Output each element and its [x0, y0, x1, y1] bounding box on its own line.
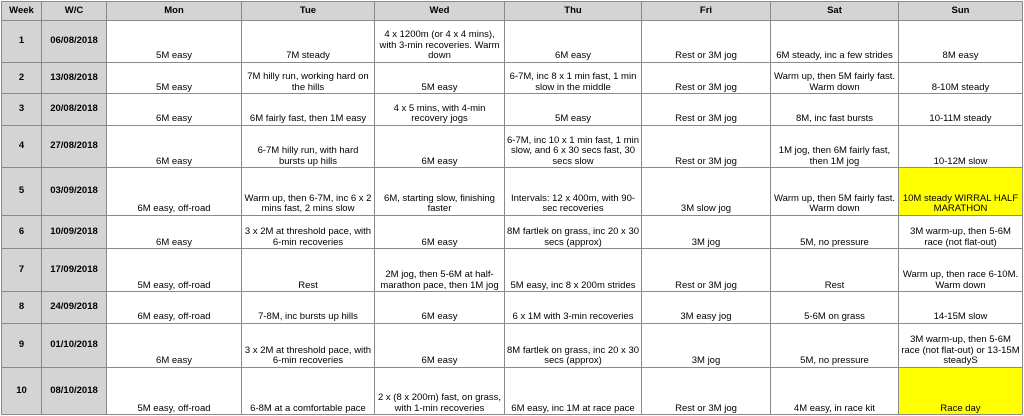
- tue-session-cell: Rest: [242, 249, 375, 292]
- week-commencing-cell: 01/10/2018: [42, 323, 107, 367]
- thu-session-cell: 6M easy, inc 1M at race pace: [505, 367, 642, 414]
- tue-session-cell: 6M fairly fast, then 1M easy: [242, 94, 375, 126]
- sat-session-cell: 1M jog, then 6M fairly fast, then 1M jog: [771, 125, 899, 168]
- week-commencing-cell: 13/08/2018: [42, 62, 107, 94]
- mon-session-cell: 6M easy, off-road: [107, 292, 242, 324]
- thu-session-cell: 6-7M, inc 8 x 1 min fast, 1 min slow in the middle: [505, 62, 642, 94]
- wed-session-cell: 6M easy: [375, 323, 505, 367]
- training-plan-table: [1, 1, 1023, 415]
- tue-session-cell: 3 x 2M at threshold pace, with 6-min recoveries: [242, 215, 375, 249]
- mon-session-cell: 6M easy: [107, 215, 242, 249]
- wed-session-cell: 4 x 5 mins, with 4-min recovery jogs: [375, 94, 505, 126]
- week-number-cell: 5: [2, 168, 42, 215]
- thu-session-cell: 6M easy: [505, 21, 642, 63]
- thu-session-cell: 6 x 1M with 3-min recoveries: [505, 292, 642, 324]
- week-commencing-cell: 10/09/2018: [42, 215, 107, 249]
- sat-session-cell: 6M steady, inc a few strides: [771, 21, 899, 63]
- header-mon: Mon: [107, 2, 242, 21]
- sun-session-cell: Race day: [899, 367, 1023, 414]
- week-row: [2, 367, 1023, 414]
- mon-session-cell: 6M easy: [107, 323, 242, 367]
- tue-session-cell: 6-8M at a comfortable pace: [242, 367, 375, 414]
- fri-session-cell: 3M jog: [642, 323, 771, 367]
- sun-session-cell: 3M warm-up, then 5-6M race (not flat-out) or 13-15M steadyS: [899, 323, 1023, 367]
- week-row: [2, 215, 1023, 249]
- thu-session-cell: 6-7M, inc 10 x 1 min fast, 1 min slow, and 6 x 30 secs fast, 30 secs slow: [505, 125, 642, 168]
- fri-session-cell: 3M easy jog: [642, 292, 771, 324]
- week-row: [2, 168, 1023, 215]
- wed-session-cell: 6M easy: [375, 125, 505, 168]
- mon-session-cell: 6M easy, off-road: [107, 168, 242, 215]
- header-tue: Tue: [242, 2, 375, 21]
- header-fri: Fri: [642, 2, 771, 21]
- wed-session-cell: 4 x 1200m (or 4 x 4 mins), with 3-min recoveries. Warm down: [375, 21, 505, 63]
- fri-session-cell: 3M jog: [642, 215, 771, 249]
- sun-session-cell: 8M easy: [899, 21, 1023, 63]
- mon-session-cell: 5M easy, off-road: [107, 249, 242, 292]
- fri-session-cell: Rest or 3M jog: [642, 94, 771, 126]
- week-row: [2, 94, 1023, 126]
- thu-session-cell: Intervals: 12 x 400m, with 90-sec recoveries: [505, 168, 642, 215]
- mon-session-cell: 5M easy: [107, 62, 242, 94]
- header-row: [2, 2, 1023, 21]
- sat-session-cell: 5M, no pressure: [771, 215, 899, 249]
- week-commencing-cell: 27/08/2018: [42, 125, 107, 168]
- week-number-cell: 1: [2, 21, 42, 63]
- week-row: [2, 292, 1023, 324]
- header-sat: Sat: [771, 2, 899, 21]
- week-number-cell: 2: [2, 62, 42, 94]
- sat-session-cell: Warm up, then 5M fairly fast. Warm down: [771, 168, 899, 215]
- mon-session-cell: 6M easy: [107, 125, 242, 168]
- week-number-cell: 7: [2, 249, 42, 292]
- fri-session-cell: 3M slow jog: [642, 168, 771, 215]
- sun-session-cell: 10-12M slow: [899, 125, 1023, 168]
- fri-session-cell: Rest or 3M jog: [642, 62, 771, 94]
- plan-body: [2, 21, 1023, 415]
- sun-session-cell: Warm up, then race 6-10M. Warm down: [899, 249, 1023, 292]
- week-row: [2, 62, 1023, 94]
- sat-session-cell: 4M easy, in race kit: [771, 367, 899, 414]
- sat-session-cell: 5M, no pressure: [771, 323, 899, 367]
- mon-session-cell: 5M easy, off-road: [107, 367, 242, 414]
- week-row: [2, 323, 1023, 367]
- header-sun: Sun: [899, 2, 1023, 21]
- wed-session-cell: 6M easy: [375, 215, 505, 249]
- thu-session-cell: 5M easy: [505, 94, 642, 126]
- week-number-cell: 3: [2, 94, 42, 126]
- sun-session-cell: 10-11M steady: [899, 94, 1023, 126]
- week-commencing-cell: 20/08/2018: [42, 94, 107, 126]
- fri-session-cell: Rest or 3M jog: [642, 249, 771, 292]
- wed-session-cell: 2M jog, then 5-6M at half-marathon pace, then 1M jog: [375, 249, 505, 292]
- wed-session-cell: 6M, starting slow, finishing faster: [375, 168, 505, 215]
- week-number-cell: 6: [2, 215, 42, 249]
- wed-session-cell: 5M easy: [375, 62, 505, 94]
- week-commencing-cell: 24/09/2018: [42, 292, 107, 324]
- week-number-cell: 8: [2, 292, 42, 324]
- week-number-cell: 4: [2, 125, 42, 168]
- header-thu: Thu: [505, 2, 642, 21]
- sun-session-cell: 8-10M steady: [899, 62, 1023, 94]
- week-commencing-cell: 06/08/2018: [42, 21, 107, 63]
- mon-session-cell: 5M easy: [107, 21, 242, 63]
- week-commencing-cell: 03/09/2018: [42, 168, 107, 215]
- tue-session-cell: 7M hilly run, working hard on the hills: [242, 62, 375, 94]
- thu-session-cell: 5M easy, inc 8 x 200m strides: [505, 249, 642, 292]
- thu-session-cell: 8M fartlek on grass, inc 20 x 30 secs (approx): [505, 215, 642, 249]
- sun-session-cell: 10M steady WIRRAL HALF MARATHON: [899, 168, 1023, 215]
- week-commencing-cell: 17/09/2018: [42, 249, 107, 292]
- tue-session-cell: 7M steady: [242, 21, 375, 63]
- week-number-cell: 10: [2, 367, 42, 414]
- tue-session-cell: Warm up, then 6-7M, inc 6 x 2 mins fast, 2 mins slow: [242, 168, 375, 215]
- wed-session-cell: 6M easy: [375, 292, 505, 324]
- mon-session-cell: 6M easy: [107, 94, 242, 126]
- thu-session-cell: 8M fartlek on grass, inc 20 x 30 secs (approx): [505, 323, 642, 367]
- header-wc: W/C: [42, 2, 107, 21]
- fri-session-cell: Rest or 3M jog: [642, 125, 771, 168]
- week-row: [2, 21, 1023, 63]
- fri-session-cell: Rest or 3M jog: [642, 367, 771, 414]
- header-wed: Wed: [375, 2, 505, 21]
- week-commencing-cell: 08/10/2018: [42, 367, 107, 414]
- sat-session-cell: 5-6M on grass: [771, 292, 899, 324]
- sat-session-cell: Warm up, then 5M fairly fast. Warm down: [771, 62, 899, 94]
- tue-session-cell: 3 x 2M at threshold pace, with 6-min recoveries: [242, 323, 375, 367]
- wed-session-cell: 2 x (8 x 200m) fast, on grass, with 1-min recoveries: [375, 367, 505, 414]
- week-number-cell: 9: [2, 323, 42, 367]
- tue-session-cell: 6-7M hilly run, with hard bursts up hills: [242, 125, 375, 168]
- sun-session-cell: 3M warm-up, then 5-6M race (not flat-out): [899, 215, 1023, 249]
- fri-session-cell: Rest or 3M jog: [642, 21, 771, 63]
- week-row: [2, 125, 1023, 168]
- tue-session-cell: 7-8M, inc bursts up hills: [242, 292, 375, 324]
- sun-session-cell: 14-15M slow: [899, 292, 1023, 324]
- week-row: [2, 249, 1023, 292]
- header-week: Week: [2, 2, 42, 21]
- sat-session-cell: Rest: [771, 249, 899, 292]
- sat-session-cell: 8M, inc fast bursts: [771, 94, 899, 126]
